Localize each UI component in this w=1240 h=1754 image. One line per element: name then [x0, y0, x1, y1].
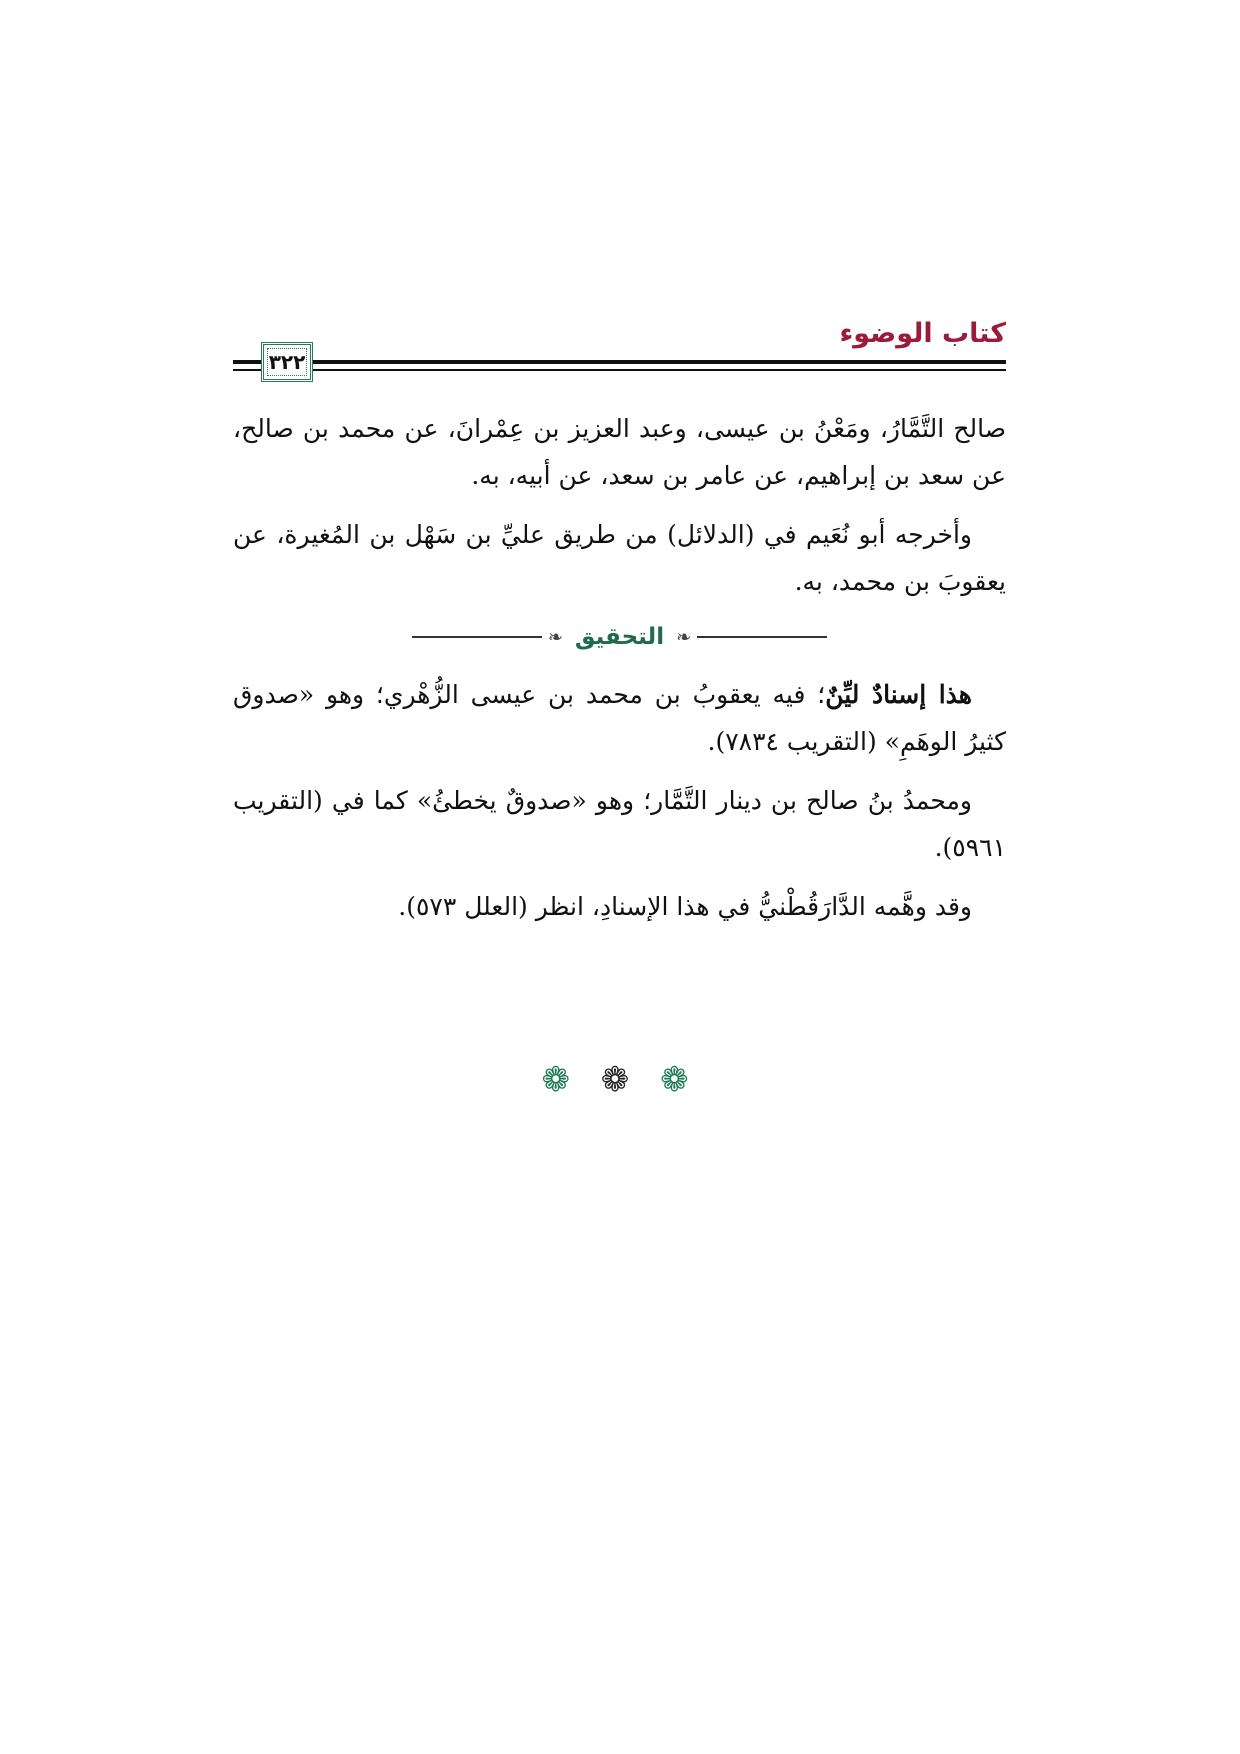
end-ornament	[0, 1060, 1240, 1100]
section-title: التحقيق	[574, 623, 665, 650]
header-rule-thick	[233, 360, 1006, 364]
tahqiq-paragraph-3: وقد وهَّمه الدَّارَقُطْنيُّ في هذا الإسنادِ، انظر (العلل ٥٧٣).	[398, 892, 972, 921]
divider-line-left	[412, 636, 542, 638]
divider-line-right	[697, 636, 827, 638]
divider-ornament-icon: ❧	[676, 626, 692, 648]
verdict-detail: ؛ فيه يعقوبُ بن محمد بن عيسى الزُّهْري؛ وهو «صدوق كثيرُ الوهَمِ» (التقريب ٧٨٣٤).	[233, 680, 1006, 756]
paragraph-takhrij: وأخرجه أبو نُعَيم في (الدلائل) من طريق عليِّ بن سَهْل بن المُغيرة، عن يعقوبَ بن محمد، به.	[233, 520, 1006, 596]
chapter-title: كتاب الوضوء	[839, 318, 1006, 349]
page-header	[233, 318, 1006, 390]
flower-ornament-icon: ❁	[600, 1060, 640, 1100]
flower-ornament-icon: ❁	[660, 1060, 699, 1100]
divider-ornament-icon: ❧	[547, 626, 563, 648]
tahqiq-paragraph-1	[233, 671, 1006, 765]
page-number: ٣٢٢	[261, 342, 313, 382]
page-body	[233, 405, 1006, 942]
verdict-bold: هذا إسنادٌ ليِّنٌ	[825, 680, 972, 709]
tahqiq-paragraph-2: ومحمدُ بنُ صالح بن دينار التَّمَّار؛ وهو «صدوقٌ يخطئُ» كما في (التقريب ٥٩٦١).	[233, 786, 1006, 862]
section-divider	[233, 617, 1006, 657]
header-rule-thin	[233, 369, 1006, 371]
paragraph-narrators: صالح التَّمَّارُ، ومَعْنُ بن عيسى، وعبد العزيز بن عِمْرانَ، عن محمد بن صالح، عن سعد بن إبراهيم، عن عامر بن سعد، عن أبيه، به.	[233, 414, 1006, 490]
flower-ornament-icon: ❁	[541, 1060, 580, 1100]
